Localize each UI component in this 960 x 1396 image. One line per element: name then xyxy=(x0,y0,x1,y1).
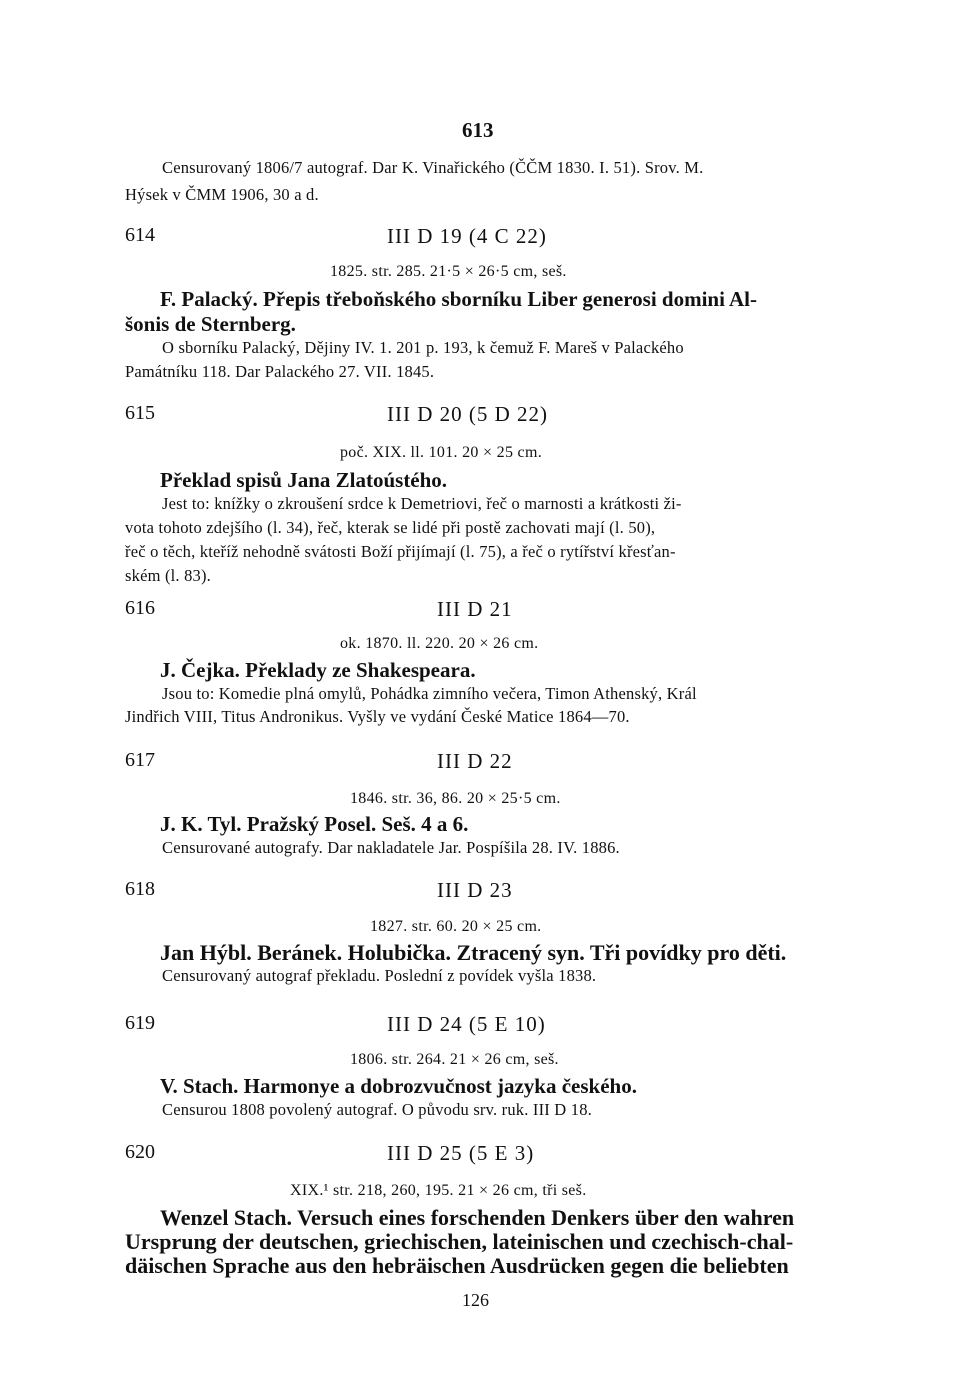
entry-616-note-line-1: Jsou to: Komedie plná omylů, Pohádka zimního večera, Timon Athenský, Král xyxy=(162,684,697,703)
entry-618-signature: III D 23 xyxy=(437,878,513,902)
entry-615-note-line-1: Jest to: knížky o zkroušení srdce k Demetriovi, řeč o marnosti a krátkosti ži- xyxy=(162,494,682,513)
entry-619-note: Censurou 1808 povolený autograf. O původu srv. ruk. III D 18. xyxy=(162,1100,592,1119)
entry-617-title: J. K. Tyl. Pražský Posel. Seš. 4 a 6. xyxy=(160,812,469,836)
entry-617-signature: III D 22 xyxy=(437,749,513,773)
entry-620-number: 620 xyxy=(125,1141,155,1163)
entry-616-title: J. Čejka. Překlady ze Shakespeara. xyxy=(160,658,476,682)
entry-614-meta: 1825. str. 285. 21·5 × 26·5 cm, seš. xyxy=(330,263,567,280)
entry-614-title-line-2: šonis de Sternberg. xyxy=(125,312,296,336)
entry-614-note-line-2: Památníku 118. Dar Palackého 27. VII. 1845. xyxy=(125,362,435,381)
entry-618-number: 618 xyxy=(125,878,155,900)
entry-620-title-line-3: däischen Sprache aus den hebräischen Ausdrücken gegen die beliebten xyxy=(125,1253,789,1278)
entry-615-number: 615 xyxy=(125,402,155,424)
entry-615-signature: III D 20 (5 D 22) xyxy=(387,402,549,426)
entry-617-number: 617 xyxy=(125,749,155,771)
entry-614-signature: III D 19 (4 C 22) xyxy=(387,224,547,248)
entry-615-note-line-4: ském (l. 83). xyxy=(125,566,212,585)
entry-615-note-line-3: řeč o těch, kteříž nehodně svátosti Boží přijímají (l. 75), a řeč o rytířství křesťan- xyxy=(125,542,676,561)
entry-613-line-2: Hýsek v ČMM 1906, 30 a d. xyxy=(125,185,319,204)
entry-618-meta: 1827. str. 60. 20 × 25 cm. xyxy=(370,918,542,935)
entry-614-note-line-1: O sborníku Palacký, Dějiny IV. 1. 201 p. 193, k čemuž F. Mareš v Palackého xyxy=(162,338,684,357)
entry-614-number: 614 xyxy=(125,224,155,246)
entry-620-title-line-1: Wenzel Stach. Versuch eines forschenden Denkers über den wahren xyxy=(160,1205,795,1230)
entry-616-meta: ok. 1870. ll. 220. 20 × 26 cm. xyxy=(340,635,539,652)
entry-619-number: 619 xyxy=(125,1012,155,1034)
entry-617-meta: 1846. str. 36, 86. 20 × 25·5 cm. xyxy=(350,790,561,807)
entry-618-title: Jan Hýbl. Beránek. Holubička. Ztracený syn. Tři povídky pro děti. xyxy=(160,940,787,965)
entry-619-meta: 1806. str. 264. 21 × 26 cm, seš. xyxy=(350,1051,559,1068)
entry-616-note-line-2: Jindřich VIII, Titus Andronikus. Vyšly ve vydání České Matice 1864—70. xyxy=(125,707,630,726)
entry-616-signature: III D 21 xyxy=(437,597,513,621)
entry-616-number: 616 xyxy=(125,597,155,619)
entry-620-signature: III D 25 (5 E 3) xyxy=(387,1141,535,1165)
page-header: 613 xyxy=(462,118,494,142)
page-number: 126 xyxy=(462,1290,489,1310)
entry-620-title-line-2: Ursprung der deutschen, griechischen, lateinischen und czechisch-chal- xyxy=(125,1229,794,1254)
entry-614-title-line-1: F. Palacký. Přepis třeboňského sborníku Liber generosi domini Al- xyxy=(160,287,758,311)
entry-618-note: Censurovaný autograf překladu. Poslední z povídek vyšla 1838. xyxy=(162,966,597,985)
entry-617-note: Censurované autografy. Dar nakladatele Jar. Pospíšila 28. IV. 1886. xyxy=(162,838,620,857)
entry-620-meta: XIX.¹ str. 218, 260, 195. 21 × 26 cm, tři seš. xyxy=(290,1182,587,1199)
entry-615-title: Překlad spisů Jana Zlatoústého. xyxy=(160,468,448,492)
entry-613-line-1: Censurovaný 1806/7 autograf. Dar K. Vinařického (ČČM 1830. I. 51). Srov. M. xyxy=(162,158,704,177)
entry-619-title: V. Stach. Harmonye a dobrozvučnost jazyka českého. xyxy=(160,1074,637,1098)
entry-615-note-line-2: vota tohoto zdejšího (l. 34), řeč, kterak se lidé při postě zachovati mají (l. 50), xyxy=(125,518,656,537)
entry-615-meta: poč. XIX. ll. 101. 20 × 25 cm. xyxy=(340,444,542,461)
entry-619-signature: III D 24 (5 E 10) xyxy=(387,1012,546,1036)
